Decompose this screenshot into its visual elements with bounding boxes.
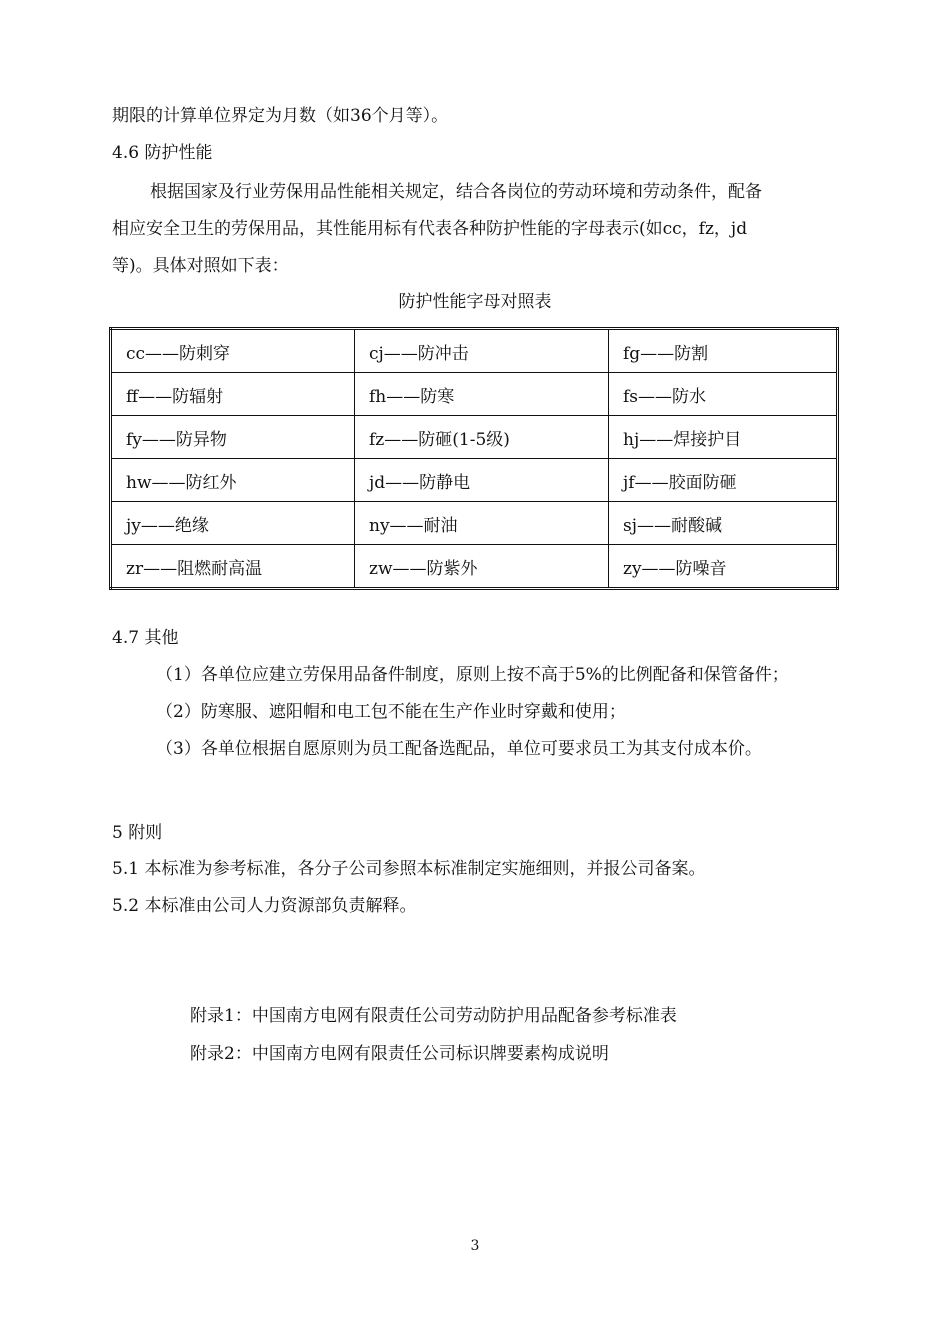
appendix-1: 附录1：中国南方电网有限责任公司劳动防护用品配备参考标准表 bbox=[190, 1006, 677, 1026]
table-row bbox=[111, 329, 838, 373]
table-row bbox=[111, 459, 838, 502]
table-cell: jf——胶面防砸 bbox=[609, 459, 838, 502]
page-number: 3 bbox=[470, 1238, 480, 1254]
table-cell: fs——防水 bbox=[609, 373, 838, 416]
paragraph-term-unit: 期限的计算单位界定为月数（如36个月等）。 bbox=[112, 106, 449, 126]
table-cell: zr——阻燃耐高温 bbox=[111, 545, 355, 589]
appendix-2: 附录2：中国南方电网有限责任公司标识牌要素构成说明 bbox=[190, 1044, 609, 1064]
table-cell: fh——防寒 bbox=[355, 373, 609, 416]
table-cell: zw——防紫外 bbox=[355, 545, 609, 589]
table-cell: fy——防异物 bbox=[111, 416, 355, 459]
table-cell: cc——防刺穿 bbox=[111, 329, 355, 373]
table-cell: ff——防辐射 bbox=[111, 373, 355, 416]
list-item-4-7-3: （3）各单位根据自愿原则为员工配备选配品，单位可要求员工为其支付成本价。 bbox=[156, 739, 762, 759]
table-cell: jy——绝缘 bbox=[111, 502, 355, 545]
list-item-4-7-1: （1）各单位应建立劳保用品备件制度，原则上按不高于5%的比例配备和保管备件； bbox=[156, 665, 789, 685]
paragraph-protection-line-2: 相应安全卫生的劳保用品，其性能用标有代表各种防护性能的字母表示(如cc，fz，jd bbox=[112, 219, 748, 239]
table-row bbox=[111, 502, 838, 545]
table-cell: jd——防静电 bbox=[355, 459, 609, 502]
heading-5: 5 附则 bbox=[112, 823, 163, 843]
table-cell: ny——耐油 bbox=[355, 502, 609, 545]
paragraph-protection-line-3: 等)。具体对照如下表： bbox=[112, 256, 289, 276]
protection-letter-table bbox=[109, 327, 839, 590]
table-row bbox=[111, 373, 838, 416]
clause-5-2: 5.2 本标准由公司人力资源部负责解释。 bbox=[112, 896, 417, 916]
list-item-4-7-2: （2）防寒服、遮阳帽和电工包不能在生产作业时穿戴和使用； bbox=[156, 702, 626, 722]
table-caption: 防护性能字母对照表 bbox=[398, 292, 552, 312]
table-cell: hw——防红外 bbox=[111, 459, 355, 502]
table-row bbox=[111, 545, 838, 589]
heading-4-6: 4.6 防护性能 bbox=[112, 143, 213, 163]
table-row bbox=[111, 416, 838, 459]
table-cell: cj——防冲击 bbox=[355, 329, 609, 373]
table-cell: hj——焊接护目 bbox=[609, 416, 838, 459]
table-cell: zy——防噪音 bbox=[609, 545, 838, 589]
table-cell: sj——耐酸碱 bbox=[609, 502, 838, 545]
table-cell: fg——防割 bbox=[609, 329, 838, 373]
table-cell: fz——防砸(1-5级) bbox=[355, 416, 609, 459]
paragraph-protection-line-1: 根据国家及行业劳保用品性能相关规定，结合各岗位的劳动环境和劳动条件，配备 bbox=[150, 182, 762, 202]
heading-4-7: 4.7 其他 bbox=[112, 628, 179, 648]
clause-5-1: 5.1 本标准为参考标准，各分子公司参照本标准制定实施细则，并报公司备案。 bbox=[112, 859, 706, 879]
